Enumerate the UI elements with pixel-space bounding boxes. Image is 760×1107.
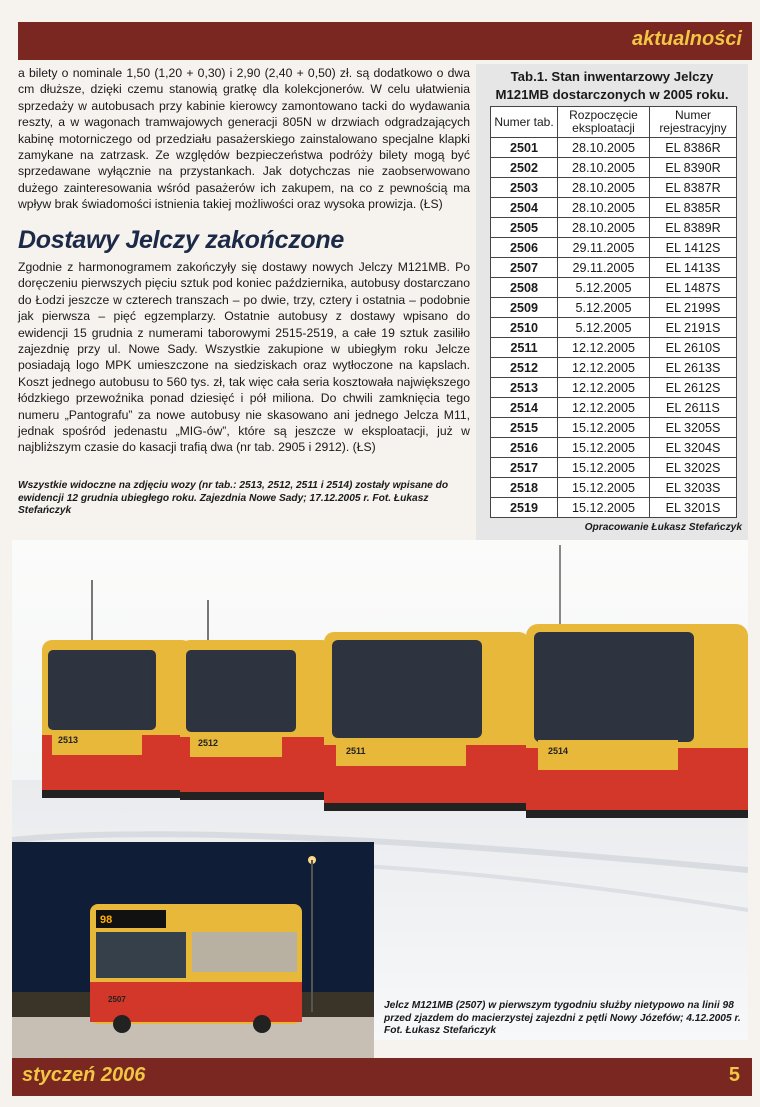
fleet-number-cell: 2505 (491, 218, 558, 238)
registration-cell: EL 3202S (650, 458, 737, 478)
footer-bar (12, 1058, 752, 1096)
table-row (491, 458, 737, 478)
table-row (491, 178, 737, 198)
fleet-number-cell: 2507 (491, 258, 558, 278)
fleet-number-cell: 2503 (491, 178, 558, 198)
registration-cell: EL 1413S (650, 258, 737, 278)
registration-cell: EL 8387R (650, 178, 737, 198)
bus-2511 (324, 632, 529, 811)
fleet-number-cell: 2517 (491, 458, 558, 478)
registration-cell: EL 8386R (650, 138, 737, 158)
bus-number: 2507 (108, 995, 126, 1004)
registration-cell: EL 2611S (650, 398, 737, 418)
column-header: Numer tab. (491, 107, 558, 138)
start-date-cell: 12.12.2005 (558, 378, 650, 398)
inventory-table (490, 106, 737, 518)
table-row (491, 498, 737, 518)
registration-cell: EL 2199S (650, 298, 737, 318)
bus-number: 2512 (198, 738, 219, 748)
fleet-number-cell: 2508 (491, 278, 558, 298)
start-date-cell: 28.10.2005 (558, 178, 650, 198)
registration-cell: EL 1412S (650, 238, 737, 258)
start-date-cell: 15.12.2005 (558, 498, 650, 518)
article-paragraph-1: a bilety o nominale 1,50 (1,20 + 0,30) i 2,90 (2,40 + 0,50) zł. są dodatkowo o dwa cm dłuższe, dzięki czemu stanowią gratkę dla kolekcjonerów. W celu ułatwienia sprzedaży w autobusach przy kabinie kierowcy zamontowano tacki do wydawania reszty, a w wagonach tramwajowych generacji 805N w drzwiach odgradzających kabinę motorniczego od przedziału pasażerskiego zainstalowano specjalne klapki zamykane na zatrzask. Ze względów bezpieczeństwa podróży bilety mogą być sprzedawane wyłącznie na przystankach. Jak dotychczas nie zaobserwowano dużego zainteresowania wśród pasażerów ich zakupem, na co z pewnością ma wpływ brak świadomości istnienia takiej możliwości oraz wysoka prowizja. (ŁS) (18, 66, 470, 212)
registration-cell: EL 3205S (650, 418, 737, 438)
article-paragraph-2: Zgodnie z harmonogramem zakończyły się dostawy nowych Jelczy M121MB. Po doręczeniu pierwszych pięciu sztuk pod koniec października, autobusy dostarczano do Łodzi jeszcze w czterech transzach – po dwie, trzy, cztery i ostatnia – podobnie jak pierwsza – pięć egzemplarzy. Ostatnie autobusy z dostawy wpisano do ewidencji 15 grudnia z numerami taborowymi 2515-2519, a całe 19 sztuk zasiliło zajezdnię przy ul. Nowe Sady. Wszystkie zakupione w ubiegłym roku Jelcze posiadają logo MPK umieszczone na siedziskach oraz wytłoczone na kapslach. Koszt jednego autobusu to 560 tys. zł, tak więc cała seria kosztowała największego łódzkiego przewoźnika ponad dziesięć i pół miliona. Do chwili zamknięcia tego numeru „Pantografu” za nowe autobusy nie skasowano ani jednego Jelcza M11, jednak spośród jedenastu „MIG-ów”, które są jeszcze w eksploatacji, już w najbliższym czasie do kasacji trafią dwa (nr tab. 2905 i 2912). (ŁS) (18, 260, 470, 455)
photo-caption-night: Jelcz M121MB (2507) w pierwszym tygodniu służby nietypowo na linii 98 przed zjazdem do macierzystej zajezdni z pętli Nowy Józefów; 4.12.2005 r. Fot. Łukasz Stefańczyk (384, 1000, 741, 1037)
photo-bus-night (12, 842, 374, 1058)
start-date-cell: 12.12.2005 (558, 338, 650, 358)
start-date-cell: 15.12.2005 (558, 418, 650, 438)
fleet-number-cell: 2514 (491, 398, 558, 418)
bus-2507 (90, 904, 302, 1033)
registration-cell: EL 3203S (650, 478, 737, 498)
table-row (491, 218, 737, 238)
section-label: aktualności (631, 28, 742, 50)
registration-cell: EL 2191S (650, 318, 737, 338)
registration-cell: EL 3201S (650, 498, 737, 518)
column-header: Numer rejestracyjny (650, 107, 737, 138)
registration-cell: EL 3204S (650, 438, 737, 458)
fleet-number-cell: 2511 (491, 338, 558, 358)
bus-2512 (180, 640, 332, 800)
table-title-line2: M121MB dostarczonych w 2005 roku. (495, 87, 729, 102)
start-date-cell: 15.12.2005 (558, 458, 650, 478)
registration-cell: EL 2610S (650, 338, 737, 358)
table-row (491, 378, 737, 398)
fleet-number-cell: 2516 (491, 438, 558, 458)
table-row (491, 438, 737, 458)
column-header: Rozpoczęcie eksploatacji (558, 107, 650, 138)
table-title-line1: Tab.1. Stan inwentarzowy Jelczy (510, 69, 714, 84)
fleet-number-cell: 2502 (491, 158, 558, 178)
table-row (491, 358, 737, 378)
fleet-number-cell: 2512 (491, 358, 558, 378)
bus-2514 (526, 624, 748, 818)
table-row (491, 418, 737, 438)
fleet-number-cell: 2510 (491, 318, 558, 338)
bus-2513 (42, 640, 192, 798)
start-date-cell: 5.12.2005 (558, 318, 650, 338)
table-header-row (491, 107, 737, 138)
registration-cell: EL 8385R (650, 198, 737, 218)
table-row (491, 198, 737, 218)
fleet-number-cell: 2509 (491, 298, 558, 318)
table-row (491, 298, 737, 318)
table-row (491, 278, 737, 298)
fleet-number-cell: 2515 (491, 418, 558, 438)
table-row (491, 238, 737, 258)
start-date-cell: 29.11.2005 (558, 238, 650, 258)
issue-date: styczeń 2006 (22, 1064, 146, 1086)
fleet-number-cell: 2513 (491, 378, 558, 398)
inventory-table-panel (476, 64, 748, 544)
table-row (491, 258, 737, 278)
fleet-number-cell: 2504 (491, 198, 558, 218)
photo-caption-main: Wszystkie widoczne na zdjęciu wozy (nr tab.: 2513, 2512, 2511 i 2514) zostały wpisane do ewidencji 12 grudnia ubiegłego roku. Zajezdnia Nowe Sady; 17.12.2005 r. Fot. Łukasz Stefańczyk (18, 480, 449, 517)
registration-cell: EL 2612S (650, 378, 737, 398)
table-row (491, 478, 737, 498)
start-date-cell: 12.12.2005 (558, 358, 650, 378)
start-date-cell: 28.10.2005 (558, 198, 650, 218)
table-row (491, 338, 737, 358)
fleet-number-cell: 2518 (491, 478, 558, 498)
start-date-cell: 15.12.2005 (558, 478, 650, 498)
start-date-cell: 5.12.2005 (558, 278, 650, 298)
page-number: 5 (728, 1064, 740, 1086)
fleet-number-cell: 2501 (491, 138, 558, 158)
route-display: 98 (100, 914, 113, 926)
article-heading: Dostawy Jelczy zakończone (18, 226, 344, 254)
bus-number: 2514 (548, 746, 569, 756)
start-date-cell: 5.12.2005 (558, 298, 650, 318)
bus-number: 2511 (346, 746, 366, 756)
fleet-number-cell: 2519 (491, 498, 558, 518)
registration-cell: EL 8389R (650, 218, 737, 238)
header-bar (18, 22, 752, 60)
bus-number: 2513 (58, 735, 79, 745)
start-date-cell: 29.11.2005 (558, 258, 650, 278)
table-credit: Opracowanie Łukasz Stefańczyk (584, 522, 742, 533)
registration-cell: EL 2613S (650, 358, 737, 378)
start-date-cell: 28.10.2005 (558, 158, 650, 178)
registration-cell: EL 8390R (650, 158, 737, 178)
start-date-cell: 28.10.2005 (558, 138, 650, 158)
start-date-cell: 15.12.2005 (558, 438, 650, 458)
registration-cell: EL 1487S (650, 278, 737, 298)
start-date-cell: 28.10.2005 (558, 218, 650, 238)
table-row (491, 158, 737, 178)
fleet-number-cell: 2506 (491, 238, 558, 258)
start-date-cell: 12.12.2005 (558, 398, 650, 418)
table-title (476, 68, 748, 104)
table-row (491, 318, 737, 338)
table-row (491, 398, 737, 418)
table-row (491, 138, 737, 158)
